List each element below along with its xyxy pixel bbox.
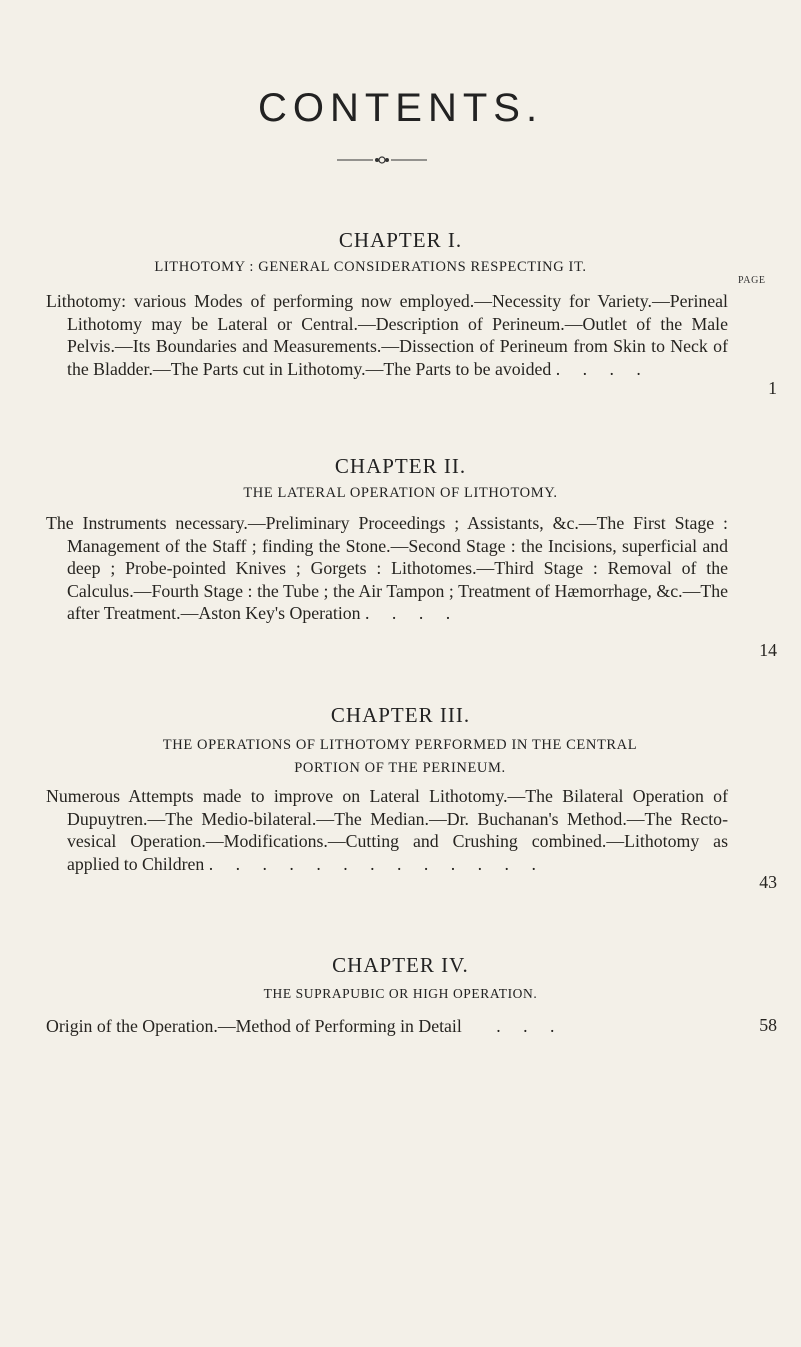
chapter-3-summary <box>46 785 728 875</box>
chapter-2-subtitle: THE LATERAL OPERATION OF LITHOTOMY. <box>243 485 558 501</box>
title-ornament <box>337 154 427 166</box>
chapter-4-heading: CHAPTER IV. <box>332 953 469 977</box>
chapter-3-page-number: 43 <box>759 872 777 892</box>
chapter-2-heading: CHAPTER II. <box>334 454 467 478</box>
chapter-4-summary-text: Origin of the Operation.—Method of Performing in Detail <box>46 1016 462 1036</box>
chapter-1-summary <box>46 290 728 380</box>
chapter-1-leader: . . . . <box>555 358 650 379</box>
chapter-1-heading: CHAPTER I. <box>338 228 463 252</box>
chapter-3-summary-text: Numerous Attempts made to improve on Lateral Lithotomy.—The Bilateral Operation of Dupuytren.—The Medio-bilateral.—The Median.—Dr. Buchanan's Method.—The Recto-vesical Operation.—Modifications.—Cutting and Crushing combined.—Lithotomy as applied to Children <box>46 786 728 874</box>
page-title: CONTENTS. <box>257 86 544 130</box>
chapter-3-leader: . . . . . . . . . . . . . <box>208 853 545 874</box>
chapter-4-subtitle: THE SUPRAPUBIC OR HIGH OPERATION. <box>263 986 538 1001</box>
chapter-4-leader: . . . <box>496 1016 564 1036</box>
chapter-1-page-number: 1 <box>768 378 777 398</box>
chapter-1-subtitle: LITHOTOMY : GENERAL CONSIDERATIONS RESPECTING IT. <box>154 259 587 275</box>
chapter-2-summary <box>46 512 728 625</box>
chapter-4-summary <box>46 1015 728 1038</box>
chapter-3-heading: CHAPTER III. <box>330 703 471 727</box>
page-column-label: PAGE <box>738 275 766 286</box>
chapter-3-subtitle: THE OPERATIONS OF LITHOTOMY PERFORMED IN THE CENTRAL PORTION OF THE PERINEUM. <box>162 737 638 776</box>
chapter-2-page-number: 14 <box>759 640 777 660</box>
chapter-4-page-number: 58 <box>759 1015 777 1035</box>
chapter-2-summary-text: The Instruments necessary.—Preliminary Proceedings ; Assistants, &c.—The First Stage : Management of the Staff ; finding the Stone.—Second Stage : the Incisions, superficial and deep ; Probe-pointed Knives ; Gorgets : Lithotomes.—Third Stage : Removal of the Calculus.—Fourth Stage : the Tube ; the Air Tampon ; Treatment of Hæmorrhage, &c.—The after Treatment.—Aston Key's Operation <box>46 513 728 623</box>
chapter-1-summary-text: Lithotomy: various Modes of performing now employed.—Necessity for Variety.—Perineal Lithotomy may be Lateral or Central.—Description of Perineum.—Outlet of the Male Pelvis.—Its Boundaries and Measurements.—Dissection of Perineum from Skin to Neck of the Bladder.—The Parts cut in Lithotomy.—The Parts to be avoided <box>46 291 728 379</box>
chapter-2-leader: . . . . <box>365 603 460 623</box>
